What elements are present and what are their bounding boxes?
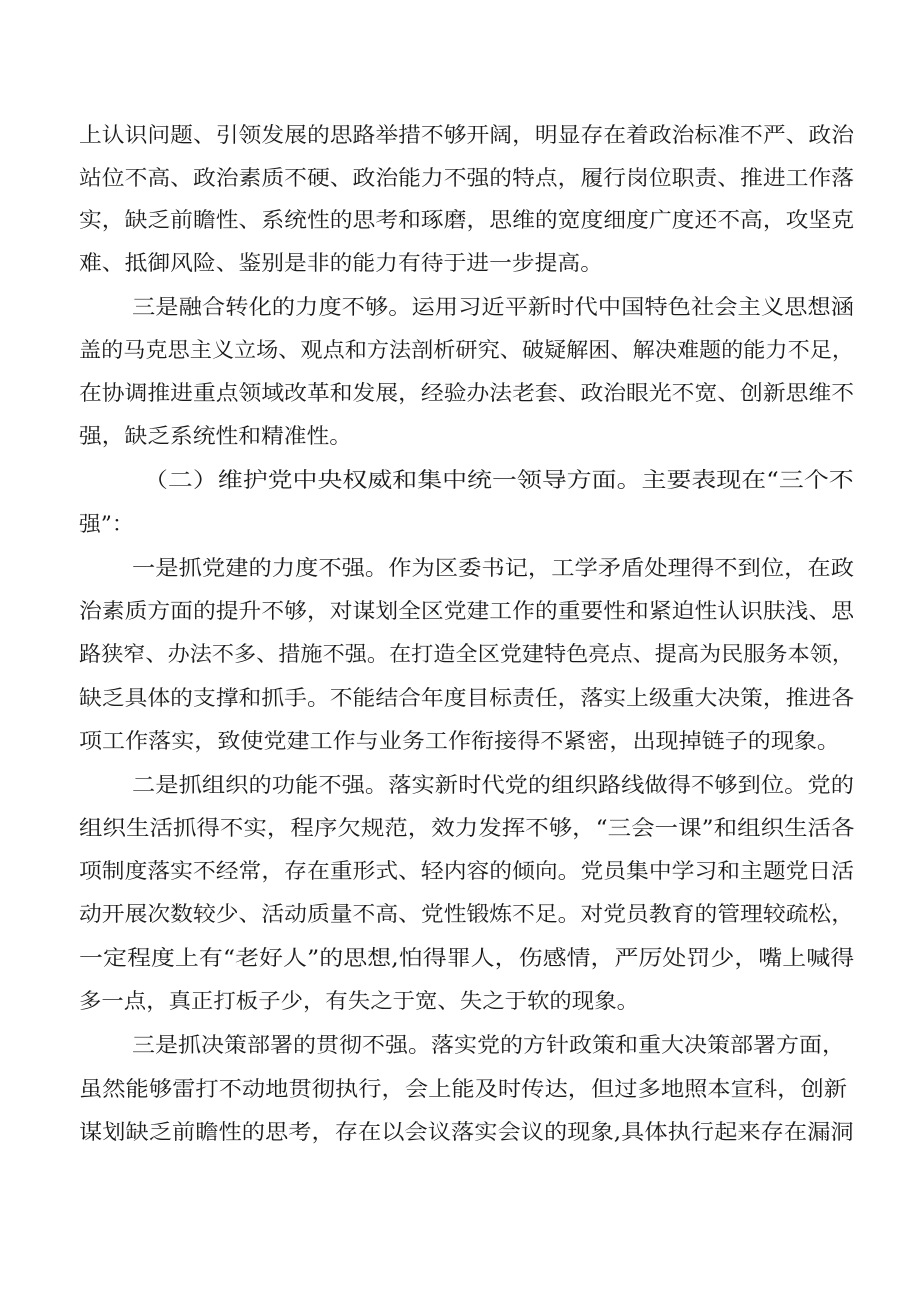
text-line: 盖的马克思主义立场、观点和方法剖析研究、破疑解困、解决难题的能力不足， (79, 338, 854, 362)
text-line: 三是融合转化的力度不够。运用习近平新时代中国特色社会主义思想涵 (132, 295, 855, 319)
section-heading: （二）维护党中央权威和集中统一领导方面。主要表现在“三个不 (143, 468, 854, 492)
text-line: 一是抓党建的力度不强。作为区委书记，工学矛盾处理得不到位，在政 (132, 556, 855, 580)
text-line: 一定程度上有“老好人”的思想,怕得罪人，伤感情，严厉处罚少，嘴上喊得 (79, 946, 855, 970)
text-line: 虽然能够雷打不动地贯彻执行，会上能及时传达，但过多地照本宣科，创新 (79, 1077, 847, 1101)
text-line: 强，缺乏系统性和精准性。 (79, 424, 352, 448)
text-line: 缺乏具体的支撑和抓手。不能结合年度目标责任，落实上级重大决策，推进各 (79, 686, 854, 710)
text-line: 二是抓组织的功能不强。落实新时代党的组织路线做得不够到位。党的 (132, 773, 855, 797)
section-heading: 强”： (79, 512, 134, 536)
text-line: 谋划缺乏前瞻性的思考，存在以会议落实会议的现象,具体执行起来存在漏洞 (79, 1120, 854, 1144)
text-line: 项制度落实不经常，存在重形式、轻内容的倾向。党员集中学习和主题党日活 (79, 859, 854, 883)
text-line: 三是抓决策部署的贯彻不强。落实党的方针政策和重大决策部署方面， (132, 1033, 845, 1057)
text-line: 组织生活抓得不实，程序欠规范，效力发挥不够，“三会一课”和组织生活各 (79, 816, 855, 840)
text-line: 路狭窄、办法不多、措施不强。在打造全区党建特色亮点、提高为民服务本领， (79, 642, 854, 666)
text-line: 站位不高、政治素质不硬、政治能力不强的特点，履行岗位职责、推进工作落 (79, 166, 854, 190)
text-line: 多一点，真正打板子少，有失之于宽、失之于软的现象。 (79, 989, 639, 1013)
text-line: 实，缺乏前瞻性、系统性的思考和琢磨，思维的宽度细度广度还不高，攻坚克 (79, 208, 854, 232)
text-line: 动开展次数较少、活动质量不高、党性锻炼不足。对党员教育的管理较疏松， (79, 902, 854, 926)
text-line: 上认识问题、引领发展的思路举措不够开阔，明显存在着政治标准不严、政治 (79, 123, 854, 147)
text-line: 项工作落实，致使党建工作与业务工作衔接得不紧密，出现掉链子的现象。 (79, 729, 841, 753)
text-line: 在协调推进重点领域改革和发展，经验办法老套、政治眼光不宽、创新思维不 (79, 381, 854, 405)
text-line: 治素质方面的提升不够，对谋划全区党建工作的重要性和紧迫性认识肤浅、思 (79, 599, 854, 623)
text-line: 难、抵御风险、鉴别是非的能力有待于进一步提高。 (79, 251, 603, 275)
